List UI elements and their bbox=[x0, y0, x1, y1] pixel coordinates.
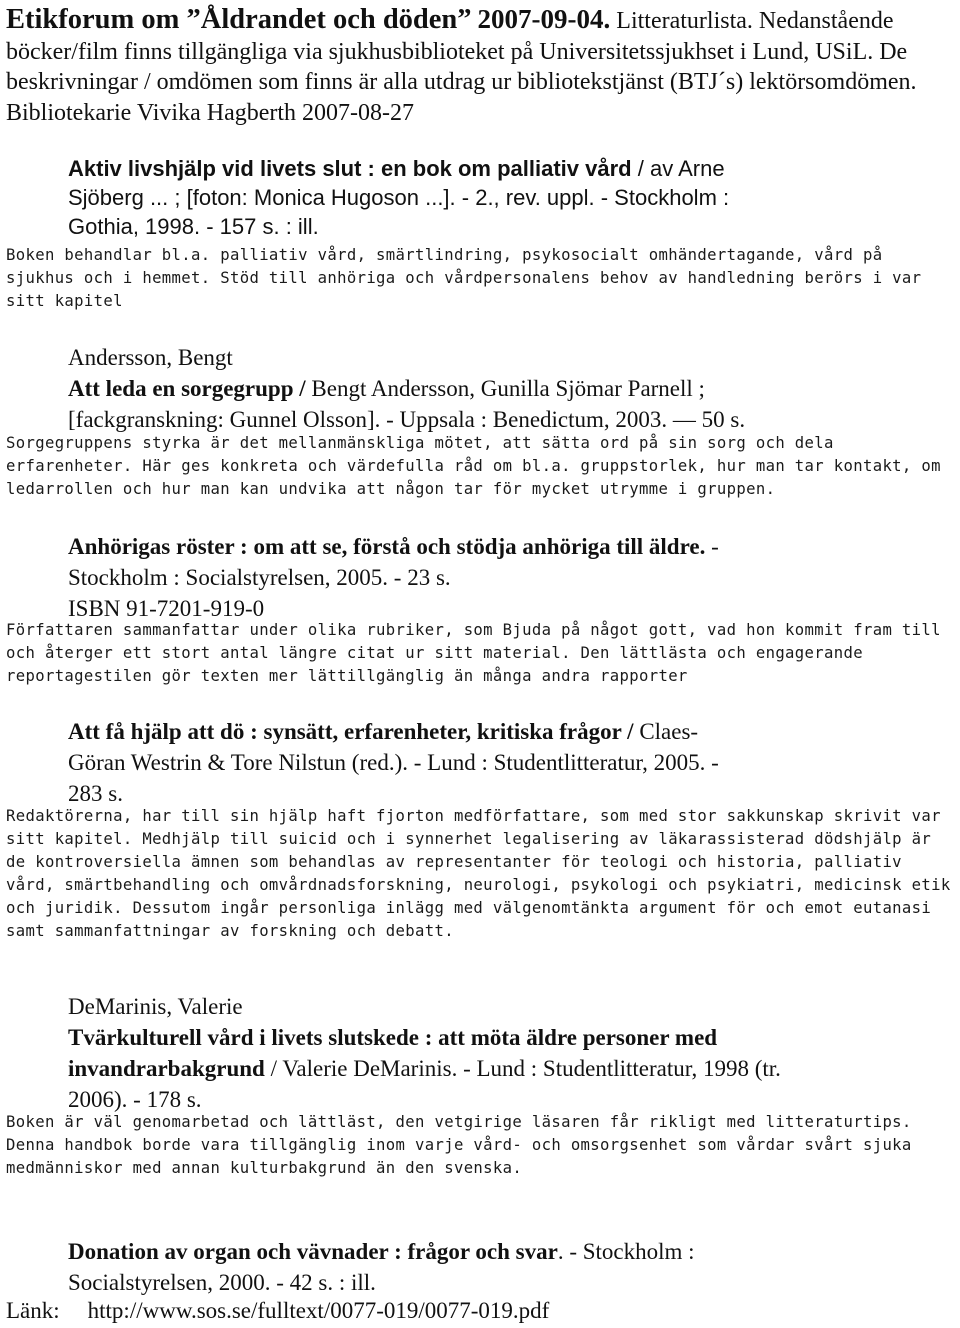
reference-details: / Valerie DeMarinis. - Lund : Studentlitteratur, 1998 (tr. 2006). - 178 s. bbox=[68, 1056, 781, 1112]
reference-author: DeMarinis, Valerie bbox=[68, 994, 243, 1019]
reference-5-description: Boken är väl genomarbetad och lättläst, den vetgirige läsaren får rikligt med litteraturtips. Denna handbok borde vara tillgänglig inom varje vård- och omsorgsenhet som vårdar svårt sjuka medmänniskor med annan kulturbakgrund än den svenska. bbox=[6, 1113, 912, 1177]
reference-1-description: Boken behandlar bl.a. palliativ vård, smärtlindring, psykosocialt omhändertagande, vård på sjukhus och i hemmet. Stöd till anhöriga och vårdpersonalens behov av handledning berörs i var sitt kapitel bbox=[6, 246, 922, 310]
reference-4 bbox=[68, 716, 728, 809]
reference-2-description: Sorgegruppens styrka är det mellanmänskliga mötet, att sätta ord på sin sorg och dela erfarenheter. Här ges konkreta och värdefulla råd om bl.a. gruppstorlek, hur man tar kontakt, om ledarrollen och hur man kan undvika att någon tar för mycket utrymme i gruppen. bbox=[6, 434, 941, 498]
reference-1 bbox=[68, 154, 768, 241]
document-date: 2007-09-04. bbox=[477, 4, 611, 34]
reference-details: . - Stockholm : Socialstyrelsen, 2000. - 42 s. : ill. bbox=[68, 1239, 695, 1295]
intro-text: Litteraturlista. Nedanstående böcker/film finns tillgängliga via sjukhusbiblioteket på Universitetssjukhset i Lund, USiL. De beskrivningar / omdömen som finns är alla utdrag ur bibliotekstjänst (BTJ´s) lektörsomdömen. Bibliotekarie Vivika Hagberth 2007-08-27 bbox=[6, 8, 917, 126]
reference-4-description: Redaktörerna, har till sin hjälp haft fjorton medförfattare, som med stor sakkunskap skrivit var sitt kapitel. Medhjälp till suicid och i synnerhet legalisering av läkarassisterad dödshjälp är de kontroversiella ämnen som behandlas av representanter för teologi och historia, palliativ vård, smärtbehandling och omvårdnadsforskning, neurologi, psykologi och psykiatri, medicinsk etik och juridik. Dessutom ingår personliga inlägg med välgenomtänkta argument för och emot eutanasi samt sammanfattningar av forskning och debatt. bbox=[6, 807, 951, 940]
intro-paragraph bbox=[6, 4, 956, 128]
link-label: Länk: bbox=[6, 1298, 60, 1323]
reference-3-description: Författaren sammanfattar under olika rubriker, som Bjuda på något gott, vad hon kommit fram till och återger ett stort antal längre citat ur sitt material. Den lättlästa och engagerande reportagestilen gör texten mer lättillgänglig än många andra rapporter bbox=[6, 621, 941, 685]
reference-author: Andersson, Bengt bbox=[68, 345, 233, 370]
reference-title: Tvärkulturell vård i livets slutskede : att möta äldre personer med invandrarbakgrund bbox=[68, 1025, 718, 1081]
reference-6 bbox=[68, 1236, 788, 1298]
reference-2 bbox=[68, 342, 828, 435]
reference-details: Bengt Andersson, Gunilla Sjömar Parnell ; [fackgranskning: Gunnel Olsson]. - Uppsala : Benedictum, 2003. — 50 s. bbox=[68, 376, 746, 432]
reference-details: / av Arne Sjöberg ... ; [foton: Monica Hugoson ...]. - 2., rev. uppl. - Stockholm : Gothia, 1998. - 157 s. : ill. bbox=[68, 156, 730, 239]
pdf-link[interactable]: http://www.sos.se/fulltext/0077-019/0077-019.pdf bbox=[87, 1298, 550, 1323]
reference-title: Att leda en sorgegrupp / bbox=[68, 376, 306, 401]
reference-5 bbox=[68, 991, 788, 1115]
reference-title: Anhörigas röster : om att se, förstå och stödja anhöriga till äldre. bbox=[68, 534, 706, 559]
reference-title: Aktiv livshjälp vid livets slut : en bok om palliativ vård bbox=[68, 156, 632, 181]
reference-details: - Stockholm : Socialstyrelsen, 2005. - 23 s. bbox=[68, 534, 719, 590]
link-row bbox=[6, 1296, 956, 1326]
reference-details: Claes-Göran Westrin & Tore Nilstun (red.). - Lund : Studentlitteratur, 2005. - 283 s. bbox=[68, 719, 719, 806]
reference-title: Donation av organ och vävnader : frågor och svar bbox=[68, 1239, 558, 1264]
reference-title: Att få hjälp att dö : synsätt, erfarenheter, kritiska frågor / bbox=[68, 719, 634, 744]
document-title: Etikforum om ”Åldrandet och döden” bbox=[6, 4, 472, 35]
reference-3 bbox=[68, 531, 728, 624]
reference-isbn: ISBN 91-7201-919-0 bbox=[68, 596, 265, 621]
